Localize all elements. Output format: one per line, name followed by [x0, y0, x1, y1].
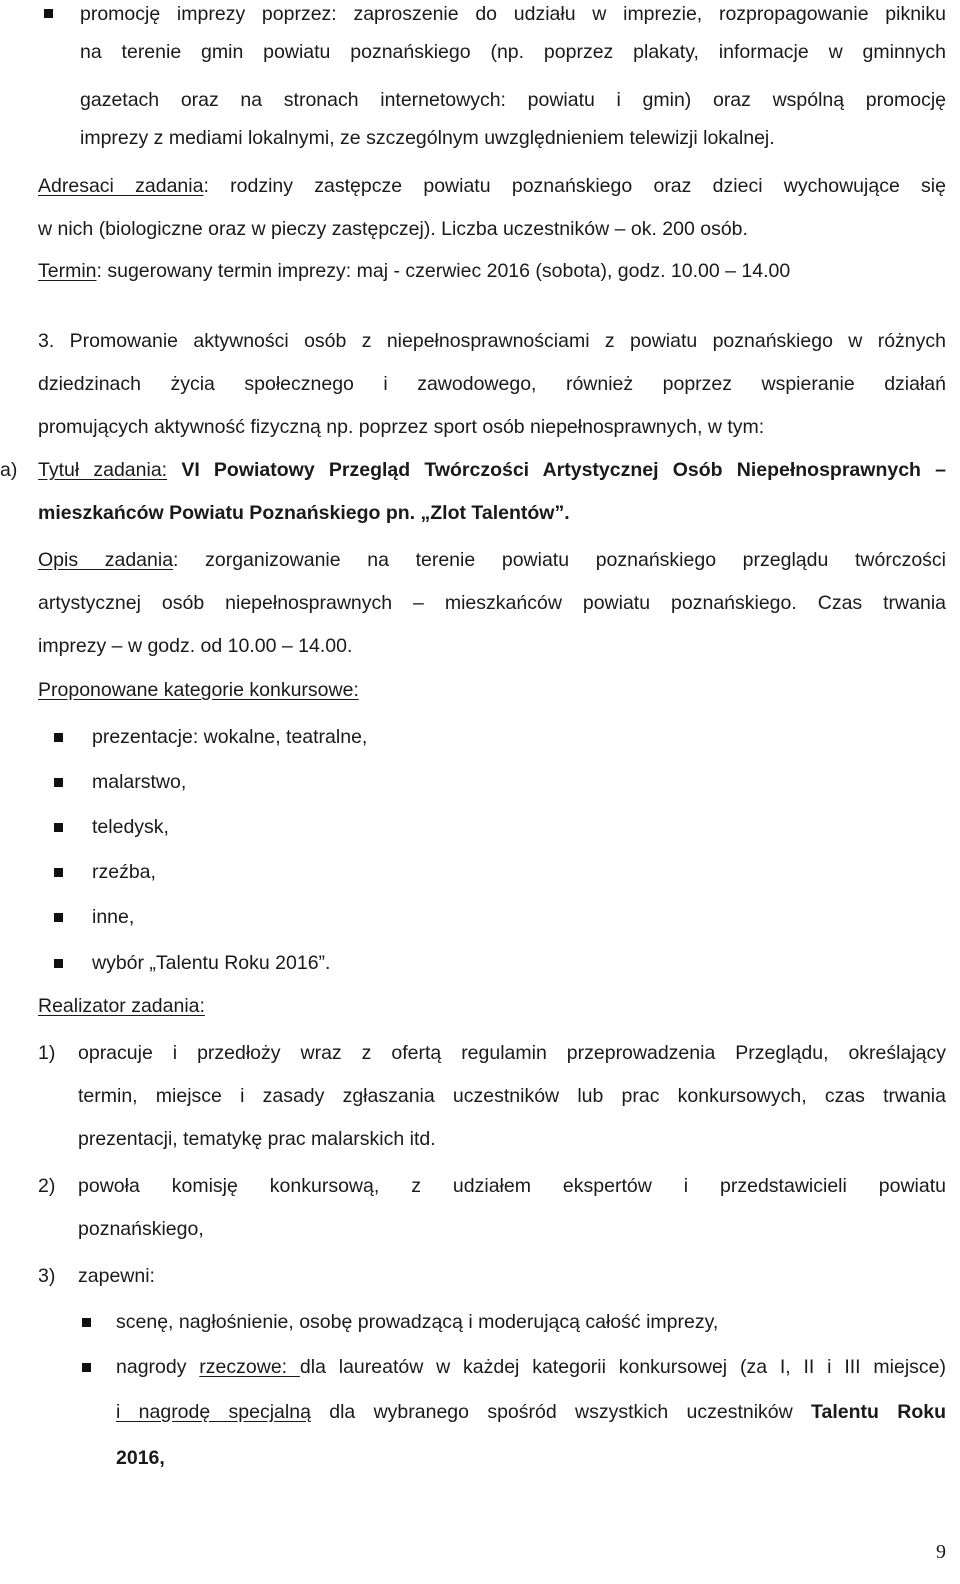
realizator-item-1-marker: 1): [38, 1042, 56, 1064]
bullet-square-icon: [82, 1363, 91, 1372]
bullet-square-icon: [54, 778, 63, 787]
opis-line-3: imprezy – w godz. od 10.00 – 14.00.: [38, 635, 353, 657]
kategoria-item: teledysk,: [92, 816, 169, 838]
top-bullet-line-3: gazetach oraz na stronach internetowych: powiatu i gmin) oraz wspólną promocję: [80, 89, 946, 111]
bullet-square-icon: [54, 913, 63, 922]
realizator-item-3-line-1: zapewni:: [78, 1265, 155, 1287]
item-a-title-line-2: mieszkańców Powiatu Poznańskiego pn. „Zlot Talentów”.: [38, 502, 570, 524]
zapewni-item-2-line-3: 2016,: [116, 1447, 165, 1469]
adresaci-line-2: w nich (biologiczne oraz w pieczy zastępczej). Liczba uczestników – ok. 200 osób.: [38, 218, 748, 240]
page-number: 9: [936, 1541, 946, 1563]
adresaci-label: Adresaci zadania: [38, 175, 204, 197]
termin-text: : sugerowany termin imprezy: maj - czerwiec 2016 (sobota), godz. 10.00 – 14.00: [96, 260, 791, 282]
realizator-label: Realizator zadania:: [38, 995, 205, 1017]
realizator-item-2-line-1: powoła komisję konkursową, z udziałem ekspertów i przedstawicieli powiatu: [78, 1175, 946, 1197]
realizator-item-2-line-2: poznańskiego,: [78, 1218, 204, 1240]
kategorie-label: Proponowane kategorie konkursowe:: [38, 679, 359, 701]
section3-line-1: 3. Promowanie aktywności osób z niepełnosprawnościami z powiatu poznańskiego w różnych: [38, 330, 946, 352]
uczestnicy-text: dla wybranego spośród wszystkich uczestników: [310, 1401, 812, 1423]
kategoria-item: rzeźba,: [92, 861, 156, 883]
nagrody-text: nagrody: [116, 1356, 200, 1378]
adresaci-line-1: [38, 172, 946, 200]
top-bullet-line-4: imprezy z mediami lokalnymi, ze szczególnym uwzględnieniem telewizji lokalnej.: [80, 127, 775, 149]
bullet-square-icon: [82, 1318, 91, 1327]
kategoria-item: prezentacje: wokalne, teatralne,: [92, 726, 368, 748]
realizator-item-1-line-1: opracuje i przedłoży wraz z ofertą regulamin przeprowadzenia Przeglądu, określający: [78, 1042, 946, 1064]
zapewni-item-2-line-2: [116, 1398, 946, 1426]
top-bullet-line-2: na terenie gmin powiatu poznańskiego (np. poprzez plakaty, informacje w gminnych: [80, 41, 946, 63]
tytul-text: VI Powiatowy Przegląd Twórczości Artystycznej Osób Niepełnosprawnych –: [181, 459, 946, 481]
rzeczowe-text: rzeczowe:: [199, 1356, 300, 1378]
kategoria-item: wybór „Talentu Roku 2016”.: [92, 952, 331, 974]
zapewni-item-1: scenę, nagłośnienie, osobę prowadzącą i moderującą całość imprezy,: [116, 1311, 719, 1333]
realizator-item-1-line-3: prezentacji, tematykę prac malarskich itd.: [78, 1128, 436, 1150]
bullet-square-icon: [44, 9, 53, 18]
kategoria-item: malarstwo,: [92, 771, 187, 793]
tytul-label: Tytuł zadania:: [38, 459, 168, 481]
top-bullet-line-1: promocję imprezy poprzez: zaproszenie do udziału w imprezie, rozpropagowanie pikniku: [80, 3, 946, 25]
bullet-square-icon: [54, 823, 63, 832]
realizator-item-1-line-2: termin, miejsce i zasady zgłaszania uczestników lub prac konkursowych, czas trwania: [78, 1085, 946, 1107]
opis-text: : zorganizowanie na terenie powiatu poznańskiego przeglądu twórczości: [173, 549, 946, 571]
section3-line-3: promujących aktywność fizyczną np. poprzez sport osób niepełnosprawnych, w tym:: [38, 416, 765, 438]
item-a-marker: a): [0, 459, 18, 481]
bullet-square-icon: [54, 733, 63, 742]
bullet-square-icon: [54, 868, 63, 877]
kategoria-item: inne,: [92, 906, 135, 928]
section3-line-2: dziedzinach życia społecznego i zawodowego, również poprzez wspieranie działań: [38, 373, 946, 395]
bullet-square-icon: [54, 959, 63, 968]
talent-roku-text: Talentu Roku: [811, 1401, 947, 1423]
adresaci-text: : rodziny zastępcze powiatu poznańskiego oraz dzieci wychowujące się: [203, 175, 946, 197]
zapewni-item-2-line-1: [116, 1353, 946, 1381]
opis-line-1: [38, 546, 946, 574]
realizator-item-2-marker: 2): [38, 1175, 56, 1197]
opis-line-2: artystycznej osób niepełnosprawnych – mieszkańców powiatu poznańskiego. Czas trwania: [38, 592, 946, 614]
termin-label: Termin: [38, 260, 97, 282]
item-a-title-line-1: [38, 456, 946, 484]
opis-label: Opis zadania: [38, 549, 174, 571]
nagroda-specjalna-text: i nagrodę specjalną: [116, 1401, 311, 1423]
realizator-item-3-marker: 3): [38, 1265, 56, 1287]
termin-line: [38, 257, 946, 285]
laureaci-text: dla laureatów w każdej kategorii konkursowej (za I, II i III miejsce): [299, 1356, 946, 1378]
